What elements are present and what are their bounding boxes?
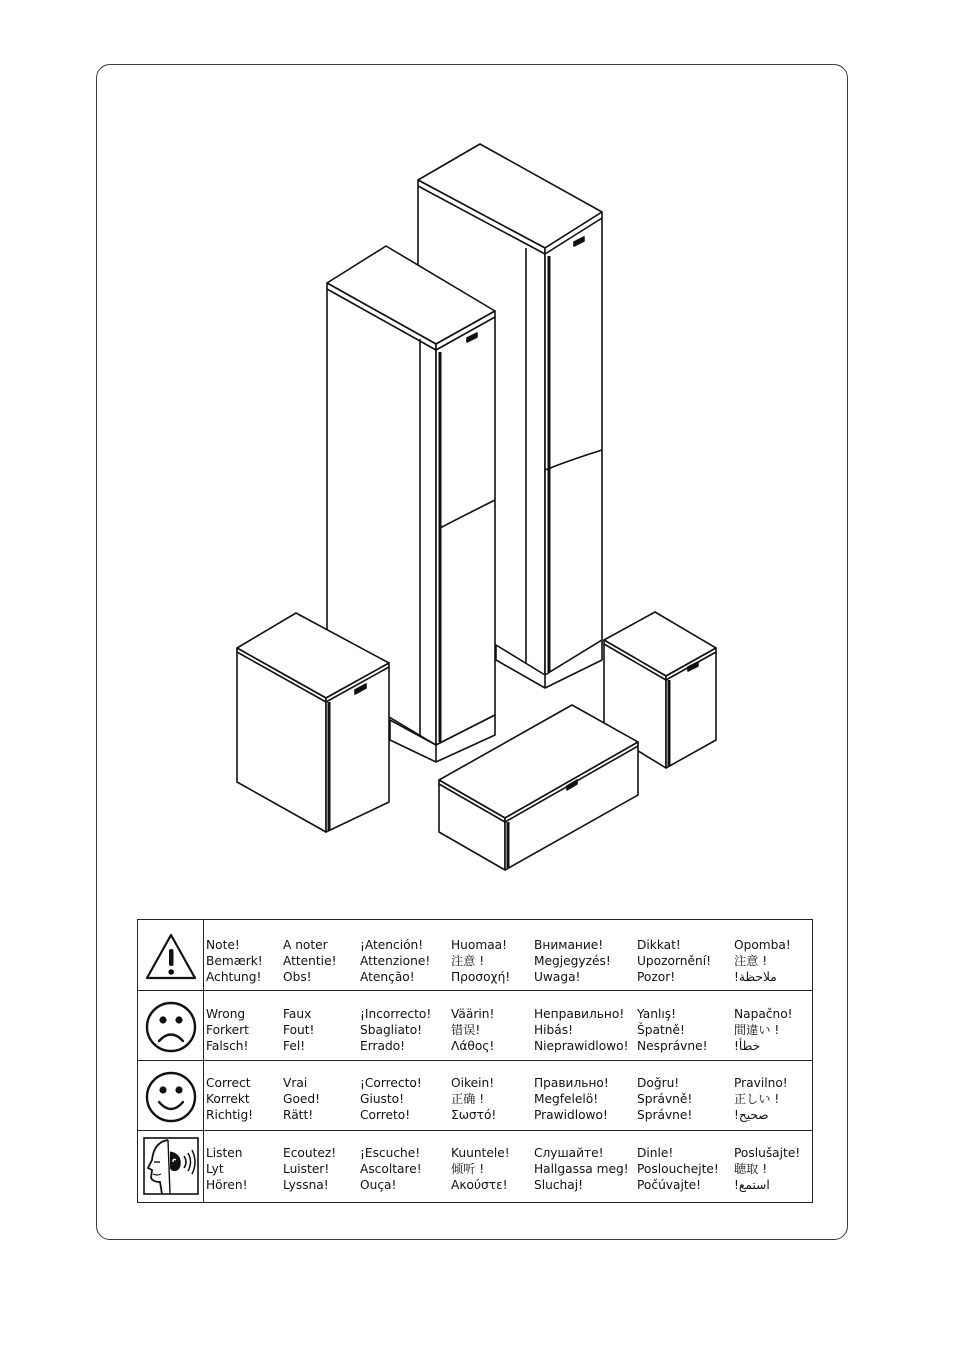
legend-cell: Wrong Forkert Falsch!: [206, 1007, 249, 1053]
legend-cell: ¡Correcto! Giusto! Correto!: [360, 1076, 422, 1122]
legend-cell: Väärin! 错误! Λάθος!: [451, 1007, 495, 1053]
legend-cell: Внимание! Megjegyzés! Uwaga!: [534, 938, 611, 984]
legend-cell: Kuuntele! 倾听 ! Ακούστε!: [451, 1146, 510, 1192]
legend-cell: Правильно! Megfelelö! Prawidlowo!: [534, 1076, 609, 1122]
legend-row-listen: [138, 1130, 812, 1199]
legend-cell: Oikein! 正确 ! Σωστό!: [451, 1076, 497, 1122]
legend-cell: Faux Fout! Fel!: [283, 1007, 315, 1053]
legend-cell: Слушайте! Hallgassa meg! Sluchaj!: [534, 1146, 629, 1192]
happy-face-icon: [140, 1062, 202, 1128]
legend-cell: ¡Atención! Attenzione! Atenção!: [360, 938, 431, 984]
legend-cell: ¡Escuche! Ascoltare! Ouça!: [360, 1146, 422, 1192]
legend-cell: Ecoutez! Luister! Lyssna!: [283, 1146, 337, 1192]
legend-row-wrong: [138, 990, 812, 1059]
legend-cell: ¡Incorrecto! Sbagliato! Errado!: [360, 1007, 432, 1053]
legend-cell: A noter Attentie! Obs!: [283, 938, 337, 984]
sad-face-icon: [140, 992, 202, 1058]
legend-cell: Vrai Goed! Rätt!: [283, 1076, 321, 1122]
legend-cell: Dinle! Poslouchejte! Počúvajte!: [637, 1146, 719, 1192]
legend-cell: Yanlış! Špatně! Nesprávne!: [637, 1007, 708, 1053]
warning-triangle-icon: [140, 922, 202, 988]
symbol-legend-table: [137, 919, 813, 1203]
legend-cell: Note! Bemærk! Achtung!: [206, 938, 263, 984]
legend-cell: Неправильно! Hibás! Nieprawidlowo!: [534, 1007, 629, 1053]
legend-cell: Correct Korrekt Richtig!: [206, 1076, 254, 1122]
legend-cell: Dikkat! Upozornění! Pozor!: [637, 938, 711, 984]
legend-cell: Napačno! 間違い ! !خطأ: [734, 1007, 793, 1053]
legend-cell: Huomaa! 注意 ! Προσοχή!: [451, 938, 511, 984]
legend-cell: Pravilno! 正しい ! !صحيح: [734, 1076, 788, 1122]
legend-cell: Opomba! 注意 ! !ملاحظة: [734, 938, 791, 984]
legend-cell: Listen Lyt Hören!: [206, 1146, 248, 1192]
legend-cell: Poslušajte! 聴取 ! !استمع: [734, 1146, 801, 1192]
legend-cell: Doğru! Správně! Správne!: [637, 1076, 693, 1122]
legend-row-correct: [138, 1060, 812, 1129]
listen-ear-icon: [140, 1132, 202, 1198]
legend-row-note: [138, 920, 812, 989]
